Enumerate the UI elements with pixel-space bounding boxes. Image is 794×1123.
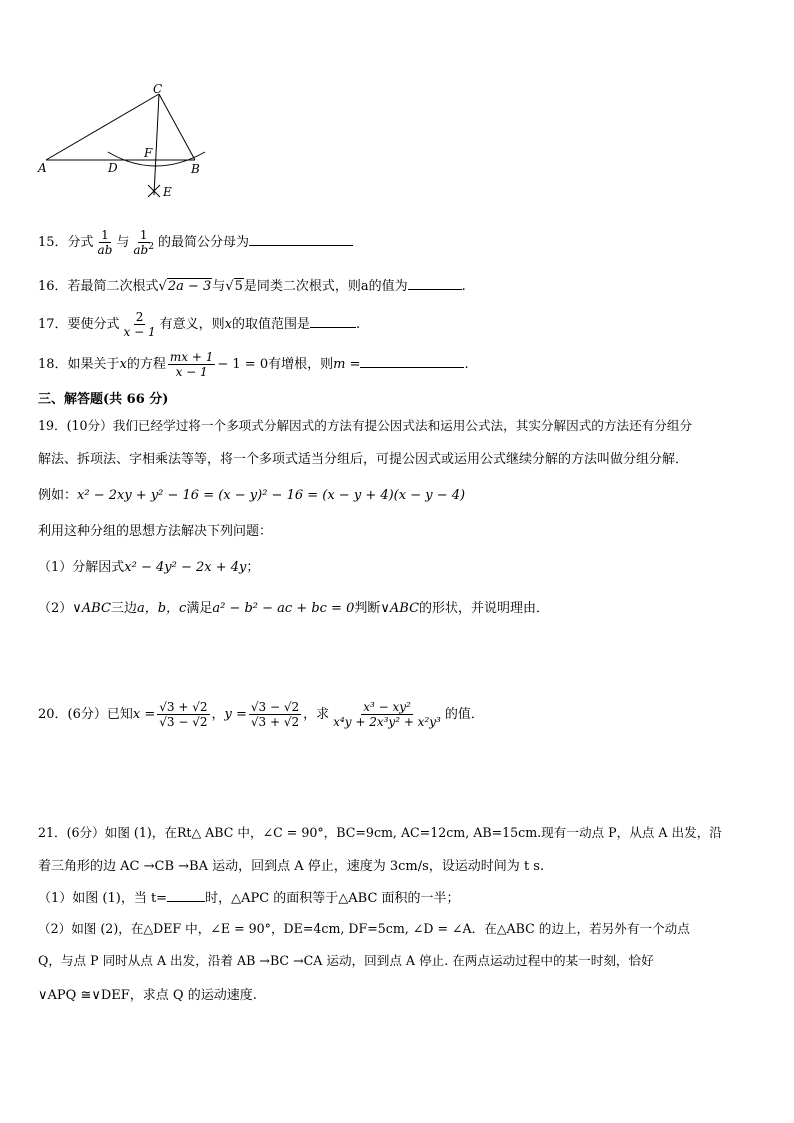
- q21-line-1: 21．(6分）如图 (1)，在Rt△ ABC 中，∠C = 90°，BC=9cm, AC=12cm, AB=15cm.现有一动点 P，从点 A 出发，沿: [38, 825, 722, 840]
- fraction-1-over-ab: [96, 228, 115, 257]
- q16-tail: 是同类二次根式，则a的值为: [243, 279, 408, 294]
- frac-numerator: √3 − √2: [250, 700, 300, 714]
- question-18: [38, 350, 469, 379]
- part-1-tail: 时，△APC 的面积等于△ABC 面积的一半；: [205, 891, 460, 906]
- x-equals: x =: [132, 707, 156, 722]
- q17-stem: 17．要使分式: [38, 317, 120, 332]
- q17-connector: 有意义，则: [159, 317, 225, 332]
- frac-denominator: x − 1: [175, 365, 208, 379]
- variable-x: x: [119, 357, 127, 372]
- q15-tail: 的最简公分母为: [157, 235, 249, 250]
- q18-equation-rest: − 1 = 0: [217, 357, 269, 372]
- segment-CE: [154, 94, 159, 195]
- question-16: 16．若最简二次根式√2a − 3与√5是同类二次根式，则a的值为 .: [38, 279, 466, 294]
- part-2-tail: 的形状，并说明理由．: [419, 601, 550, 616]
- q19-part-2: [38, 597, 549, 616]
- part-2-label: （2）: [38, 601, 73, 616]
- answer-blank-17[interactable]: [310, 327, 356, 328]
- frac-denominator: √3 + √2: [250, 715, 300, 729]
- frac-numerator: 2: [135, 310, 144, 324]
- target-fraction: [331, 700, 443, 729]
- part-1-expression: x² − 4y² − 2x + 4y: [124, 560, 247, 575]
- q18-tail: 有增根，则: [268, 357, 334, 372]
- q18-period: .: [464, 357, 469, 372]
- radical-2a-3: 2a − 3: [167, 279, 212, 294]
- triangle-abc: ∨ABC: [380, 601, 420, 616]
- q18-stem: 18．如果关于: [38, 357, 120, 372]
- frac-denominator: ab: [97, 243, 113, 257]
- triangle-figure: [30, 80, 230, 210]
- q15-connector: 与: [116, 235, 130, 250]
- q16-connector: 与: [212, 279, 226, 294]
- text-satisfy: 满足: [186, 601, 213, 616]
- part-1-stem: （1）如图 (1)，当 t=: [38, 891, 168, 906]
- variable-x: x: [224, 317, 232, 332]
- frac-denominator: x⁴y + 2x³y² + x²y³: [333, 715, 441, 729]
- frac-numerator: mx + 1: [169, 350, 214, 364]
- question-15: [38, 228, 353, 257]
- condition-equation: a² − b² − ac + bc = 0: [212, 601, 355, 616]
- text-judge: 判断: [354, 601, 381, 616]
- q15-stem: 15．分式: [38, 235, 94, 250]
- q17-tail: 的取值范围是: [232, 317, 311, 332]
- part-1-label: （1）分解因式: [38, 560, 125, 575]
- q19-part-1: [38, 556, 259, 575]
- q21-line-5: Q，与点 P 同时从点 A 出发，沿着 AB →BC →CA 运动，回到点 A 停止. 在两点运动过程中的某一时刻，恰好: [38, 953, 654, 968]
- example-formula: x² − 2xy + y² − 16 = (x − y)² − 16 = (x − y + 4)(x − y − 4): [77, 488, 466, 503]
- section-heading: 三、解答题(共 66 分): [38, 392, 169, 407]
- radical-5: 5: [234, 279, 243, 294]
- question-20: [38, 700, 484, 729]
- q19-line-4: 利用这种分组的思想方法解决下列问题：: [38, 524, 273, 539]
- q20-stem: 20．(6分）已知: [38, 707, 133, 722]
- side-variables: a，b，c: [136, 601, 187, 616]
- frac-denominator: x − 1: [123, 325, 156, 339]
- q19-example: [38, 484, 465, 503]
- label-E: E: [163, 185, 172, 199]
- example-label: 例如：: [38, 488, 78, 503]
- q16-period: .: [461, 279, 466, 294]
- y-fraction: [249, 700, 301, 729]
- q16-stem: 16．若最简二次根式: [38, 279, 159, 294]
- segment-CB: [159, 94, 195, 160]
- answer-blank-21[interactable]: [167, 901, 205, 902]
- frac-numerator: 1: [101, 228, 109, 242]
- label-F: F: [144, 146, 153, 160]
- label-B: B: [191, 162, 200, 176]
- frac-numerator: 1: [139, 228, 148, 242]
- q20-ask: ，求: [303, 707, 330, 722]
- frac-denominator: √3 − √2: [159, 715, 208, 729]
- fraction-mx1-over-x-1: [168, 350, 215, 379]
- text-sides: 三边: [110, 601, 137, 616]
- q21-line-6: ∨APQ ≅∨DEF，求点 Q 的运动速度.: [38, 988, 257, 1003]
- fraction-1-over-ab2: [131, 228, 156, 257]
- part-1-end: ；: [246, 560, 260, 575]
- q20-tail: 的值．: [444, 707, 484, 722]
- label-C: C: [153, 82, 163, 96]
- q17-period: .: [356, 317, 361, 332]
- separator: ，: [211, 707, 225, 722]
- frac-numerator: √3 + √2: [159, 700, 208, 714]
- question-17: [38, 310, 360, 339]
- segment-AC: [46, 94, 159, 160]
- exponent: 2: [148, 242, 154, 252]
- x-fraction: [157, 700, 209, 729]
- q21-part-1: [38, 887, 460, 906]
- frac-denominator: ab: [133, 243, 149, 257]
- q21-line-2: 着三角形的边 AC →CB →BA 运动，回到点 A 停止，速度为 3cm/s，设运动时间为 t s.: [38, 859, 545, 874]
- variable-m: m =: [333, 357, 361, 372]
- frac-numerator: x³ − xy²: [363, 700, 411, 714]
- q19-line-2: 解法、拆项法、字相乘法等等，将一个多项式适当分组后，可提公因式或运用公式继续分解的方法叫做分组分解．: [38, 452, 689, 467]
- fraction-2-over-x-1: [122, 310, 158, 339]
- answer-blank-15[interactable]: [249, 245, 353, 246]
- y-equals: y =: [224, 707, 247, 722]
- triangle-abc: ∨ABC: [72, 601, 111, 616]
- q18-connector: 的方程: [126, 357, 166, 372]
- q21-line-4: （2）如图 (2)，在△DEF 中，∠E = 90°，DE=4cm, DF=5cm, ∠D = ∠A．在△ABC 的边上，若另外有一个动点: [38, 921, 690, 936]
- q19-line-1: 19．(10分）我们已经学过将一个多项式分解因式的方法有提公因式法和运用公式法，其实分解因式的方法还有分组分: [38, 418, 693, 433]
- answer-blank-18[interactable]: [360, 367, 464, 368]
- answer-blank-16[interactable]: [408, 289, 462, 290]
- label-A: A: [38, 161, 47, 175]
- label-D: D: [108, 161, 118, 175]
